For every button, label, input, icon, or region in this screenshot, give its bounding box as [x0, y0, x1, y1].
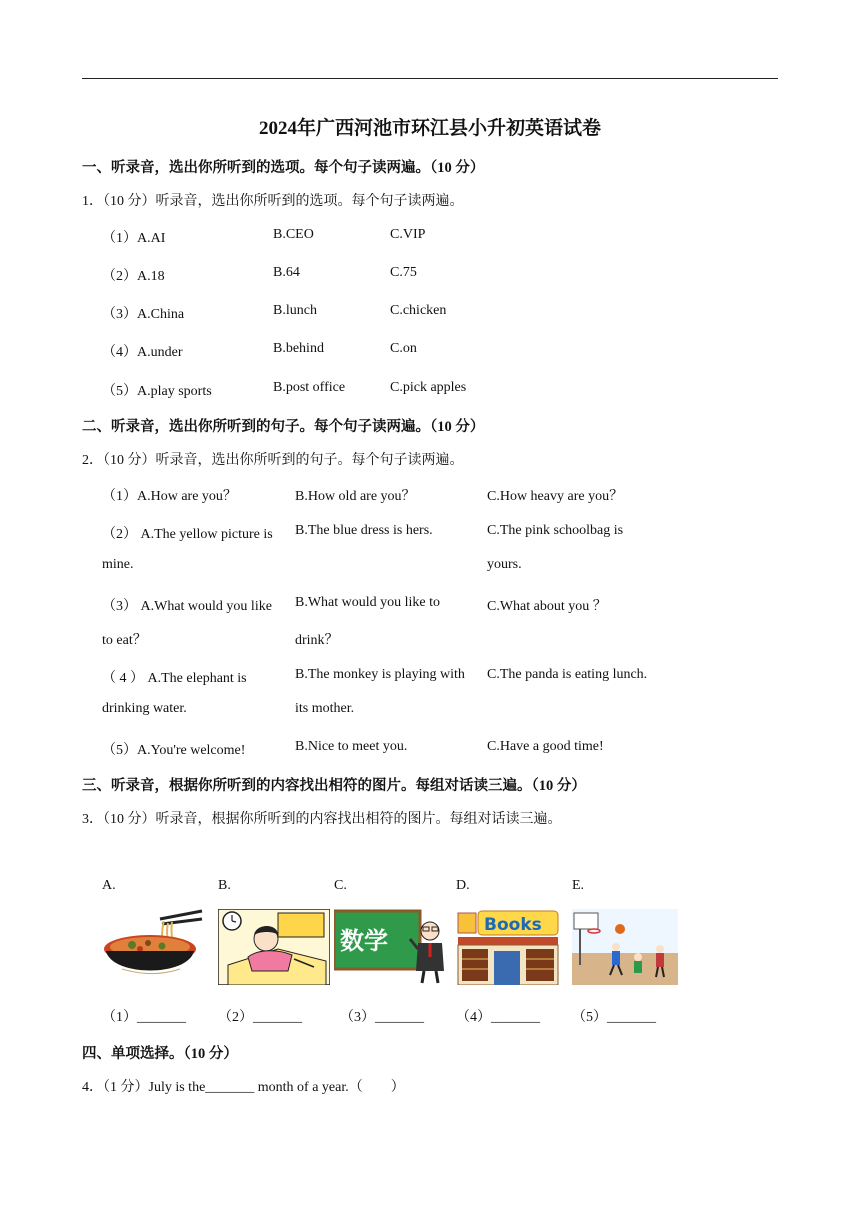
q2-item5-c: C.Have a good time! — [487, 739, 604, 754]
q1-item3-c: C.chicken — [390, 303, 447, 318]
section-2-heading: 二、听录音，选出你所听到的句子。每个句子读两遍。（10 分） — [82, 419, 485, 435]
q2-item4-c: C.The panda is eating lunch. — [487, 667, 648, 682]
q1-item5-a: （5）A.play sports — [102, 384, 212, 399]
q1-item1-a: （1）A.AI — [102, 231, 166, 246]
picture-label-b: B. — [218, 878, 231, 893]
noodles-picture — [102, 909, 204, 985]
picture-label-e: E. — [572, 878, 585, 893]
q1-item2-a: （2）A.18 — [102, 269, 165, 284]
q2-item4-b-line1: B.The monkey is playing with — [295, 667, 465, 682]
q2-item1-c: C.How heavy are you？ — [487, 489, 624, 504]
answer-blank-4[interactable]: （4）_______ — [456, 1010, 540, 1025]
q1-item2-b: B.64 — [273, 265, 300, 280]
q1-item1-b: B.CEO — [273, 227, 314, 242]
question-1-stem: 1．（10 分）听录音，选出你所听到的选项。每个句子读两遍。 — [82, 194, 464, 209]
q2-item3-b-line1: B.What would you like to — [295, 595, 441, 610]
picture-d-sign-text: Books — [484, 915, 542, 935]
q2-item5-a: （5）A.You're welcome! — [102, 743, 246, 758]
basketball-picture — [572, 909, 678, 985]
q1-item4-c: C.on — [390, 341, 417, 356]
clock-bedroom-picture — [218, 909, 330, 985]
answer-blank-5[interactable]: （5）_______ — [572, 1010, 656, 1025]
picture-label-d: D. — [456, 878, 470, 893]
q1-item3-b: B.lunch — [273, 303, 317, 318]
answer-blank-1[interactable]: （1）_______ — [102, 1010, 186, 1025]
q2-item2-a-line1: （2） A.The yellow picture is — [102, 527, 273, 542]
q2-item3-b-line2: drink？ — [295, 633, 339, 648]
q2-item3-a-line1: （3） A.What would you like — [102, 599, 272, 614]
q2-item1-b: B.How old are you？ — [295, 489, 416, 504]
q1-item5-c: C.pick apples — [390, 380, 467, 395]
section-4-heading: 四、单项选择。（10 分） — [82, 1046, 238, 1062]
q2-item1-a: （1）A.How are you？ — [102, 489, 237, 504]
picture-c-board-text: 数学 — [340, 927, 388, 955]
page-title: 2024年广西河池市环江县小升初英语试卷 — [258, 118, 601, 139]
q1-item4-b: B.behind — [273, 341, 324, 356]
question-4-stem: 4．（1 分）July is the_______ month of a year.（ ） — [82, 1080, 405, 1095]
answer-blank-3[interactable]: （3）_______ — [340, 1010, 424, 1025]
section-1-heading: 一、听录音，选出你所听到的选项。每个句子读两遍。（10 分） — [82, 160, 485, 176]
picture-label-a: A. — [102, 878, 116, 893]
math-class-picture — [334, 909, 454, 985]
q2-item2-c-line2: yours. — [487, 557, 522, 572]
q2-item4-b-line2: its mother. — [295, 701, 355, 716]
header-rule — [82, 78, 778, 79]
q1-item3-a: （3）A.China — [102, 307, 185, 322]
q2-item5-b: B.Nice to meet you. — [295, 739, 408, 754]
q2-item3-a-line2: to eat？ — [102, 633, 147, 648]
q2-item4-a-line2: drinking water. — [102, 701, 187, 716]
q1-item1-c: C.VIP — [390, 227, 426, 242]
q2-item4-a-line1: （ 4 ） A.The elephant is — [102, 671, 247, 686]
bookstore-picture — [456, 909, 560, 985]
q2-item2-a-line2: mine. — [102, 557, 134, 572]
q2-item3-c: C.What about you ？ — [487, 599, 607, 614]
answer-blank-2[interactable]: （2）_______ — [218, 1010, 302, 1025]
q2-item2-b: B.The blue dress is hers. — [295, 523, 433, 538]
q1-item5-b: B.post office — [273, 380, 346, 395]
question-3-stem: 3．（10 分）听录音，根据你所听到的内容找出相符的图片。每组对话读三遍。 — [82, 812, 562, 827]
question-2-stem: 2．（10 分）听录音，选出你所听到的句子。每个句子读两遍。 — [82, 453, 464, 468]
section-3-heading: 三、听录音，根据你所听到的内容找出相符的图片。每组对话读三遍。（10 分） — [82, 778, 586, 794]
q1-item2-c: C.75 — [390, 265, 417, 280]
picture-label-c: C. — [334, 878, 347, 893]
q1-item4-a: （4）A.under — [102, 345, 183, 360]
q2-item2-c-line1: C.The pink schoolbag is — [487, 523, 624, 538]
